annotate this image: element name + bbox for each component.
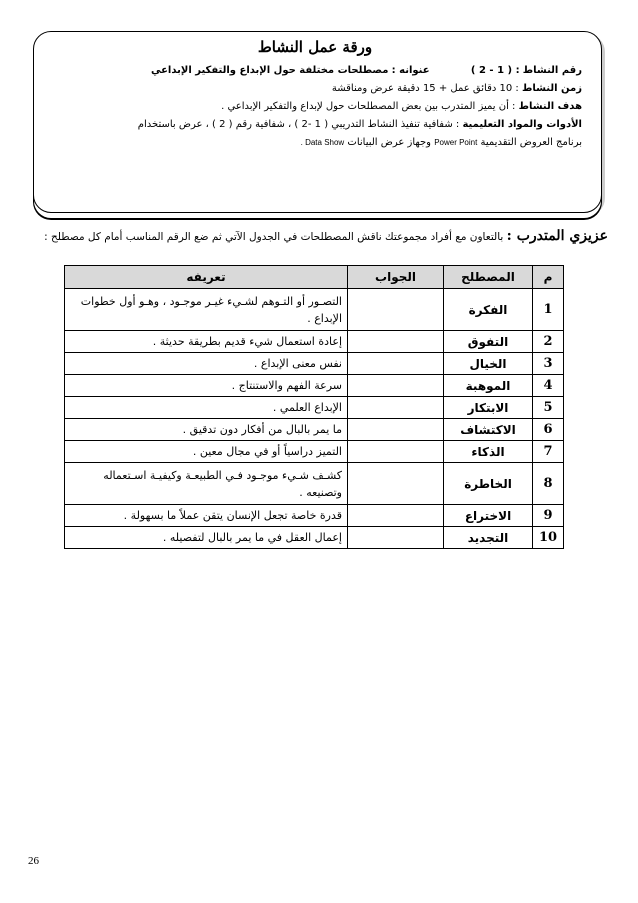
row-term: الاختراع [444,505,533,527]
activity-time-line [40,80,590,98]
activity-number-label: رقم النشاط [522,65,582,76]
table-row [65,441,564,463]
col-header-answer: الجواب [348,266,444,289]
instructions [18,228,608,245]
row-definition: إعمال العقل في ما يمر بالبال لتفصيله . [65,527,348,549]
table-row [65,375,564,397]
row-term: الخاطرة [444,463,533,505]
row-term: الموهبة [444,375,533,397]
instructions-lead: عزيزي المتدرب : [506,228,608,244]
tools-value: : شفافية تنفيذ النشاط التدريبي ( 1 -2 ) ، شفافية رقم ( 2 ) ، عرض باستخدام [137,119,460,130]
row-answer-cell[interactable] [348,397,444,419]
table-row [65,527,564,549]
goal-label: هدف النشاط [518,101,582,112]
row-number: 4 [533,375,564,397]
page-title: ورقة عمل النشاط [257,38,373,56]
table-row [65,331,564,353]
row-answer-cell[interactable] [348,463,444,505]
row-definition: كشـف شـيء موجـود فـي الطبيعـة وكيفيـة اسـتعماله وتصنيعه . [65,463,348,505]
row-definition: الإبداع العلمي . [65,397,348,419]
row-answer-cell[interactable] [348,527,444,549]
table-row [65,463,564,505]
row-definition: نفس معنى الإبداع . [65,353,348,375]
row-number: 5 [533,397,564,419]
row-definition: التصـور أو التـوهم لشـيء غيـر موجـود ، وهـو أول خطوات الإبداع . [65,289,348,331]
table-row [65,397,564,419]
row-number: 10 [533,527,564,549]
goal-value: : أن يميز المتدرب بين بعض المصطلحات حول لإبداع والتفكير الإبداعي . [221,101,516,112]
tools-line2-d: Data Show . [300,138,345,147]
tools-label: الأدوات والمواد التعليمية [462,119,582,130]
row-number: 7 [533,441,564,463]
activity-number-line [40,62,590,80]
row-term: الابتكار [444,397,533,419]
terms-table [64,265,564,549]
col-header-term: المصطلح [444,266,533,289]
row-number: 8 [533,463,564,505]
row-answer-cell[interactable] [348,419,444,441]
row-answer-cell[interactable] [348,505,444,527]
page-number: 26 [28,855,39,867]
row-definition: قدرة خاصة تجعل الإنسان يتقن عملاً ما بسهولة . [65,505,348,527]
time-value: : 10 دقائق عمل + 15 دقيقة عرض ومناقشة [331,83,519,94]
activity-tools-line-2 [40,134,590,152]
row-definition: سرعة الفهم والاستنتاج . [65,375,348,397]
table-row [65,419,564,441]
row-definition: التميز دراسياً أو في مجال معين . [65,441,348,463]
activity-number: : ( 1 - 2 ) [470,65,520,76]
row-term: الفكرة [444,289,533,331]
table-header-row [65,266,564,289]
row-answer-cell[interactable] [348,289,444,331]
time-label: زمن النشاط [521,83,582,94]
row-term: الخيال [444,353,533,375]
row-term: الاكتشاف [444,419,533,441]
row-number: 2 [533,331,564,353]
row-answer-cell[interactable] [348,353,444,375]
tools-line2-b: Power Point [434,138,478,147]
row-term: التجديد [444,527,533,549]
row-term: التفوق [444,331,533,353]
row-number: 3 [533,353,564,375]
col-header-definition: تعريفه [65,266,348,289]
topic-label: عنوانه : [391,65,430,76]
tools-line2-c: وجهاز عرض البيانات [347,137,431,148]
row-number: 1 [533,289,564,331]
row-answer-cell[interactable] [348,441,444,463]
row-answer-cell[interactable] [348,331,444,353]
table-row [65,289,564,331]
topic: مصطلحات مختلفة حول الإبداع والتفكير الإبداعي [150,65,389,76]
activity-tools-line [40,116,590,134]
tools-line2-a: برنامج العروض التقديمية [480,137,582,148]
table-row [65,353,564,375]
table-row [65,505,564,527]
activity-goal-line [40,98,590,116]
row-answer-cell[interactable] [348,375,444,397]
row-definition: إعادة استعمال شيء قديم بطريقة حديثة . [65,331,348,353]
instructions-text: بالتعاون مع أفراد مجموعتك ناقش المصطلحات في الجدول الآتي ثم ضع الرقم المناسب أمام كل مصطلح : [44,231,504,243]
row-number: 9 [533,505,564,527]
col-header-num: م [533,266,564,289]
row-definition: ما يمر بالبال من أفكار دون تدقيق . [65,419,348,441]
row-term: الذكاء [444,441,533,463]
activity-header [40,38,590,152]
row-number: 6 [533,419,564,441]
